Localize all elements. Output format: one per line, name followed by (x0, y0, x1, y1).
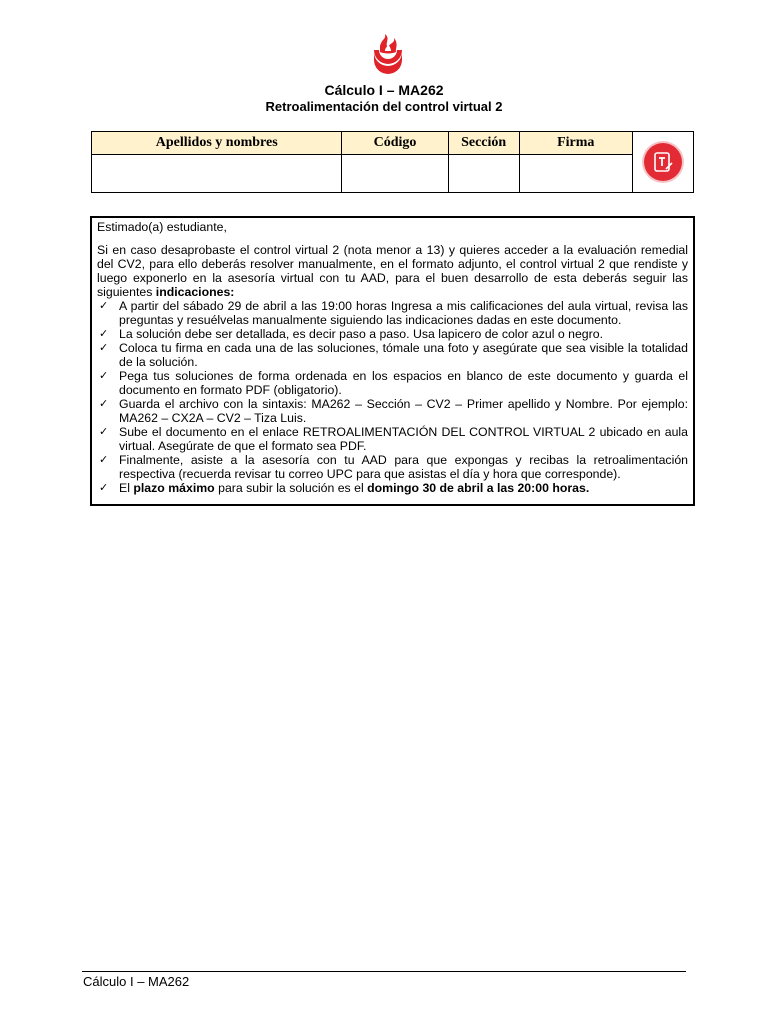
list-item: ✓ Sube el documento en el enlace RETROALIMENTACIÓN DEL CONTROL VIRTUAL 2 ubicado en aula virtual. Asegúrate de que el formato sea PDF. (99, 425, 688, 453)
header-seccion: Sección (448, 132, 519, 155)
intro-text: Si en caso desaprobaste el control virtual 2 (nota menor a 13) y quieres acceder a la evaluación remedial del CV2, para ello deberás resolver manualmente, en el formato adjunto, el control virtual 2 que rendiste y luego exponerlo en la asesoría virtual con tu AAD, para el buen desarrollo de esta deberás seguir las siguientes (97, 243, 688, 299)
check-icon: ✓ (99, 300, 109, 312)
instructions-list (97, 299, 688, 495)
student-info-table (91, 131, 694, 193)
check-icon: ✓ (99, 482, 109, 494)
instructions-box (90, 216, 695, 506)
list-item: ✓ Pega tus soluciones de forma ordenada en los espacios en blanco de este documento y guarda el documento en formato PDF (obligatorio). (99, 369, 688, 397)
list-item-deadline: ✓ El plazo máximo para subir la solución es el domingo 30 de abril a las 20:00 horas. (99, 481, 590, 495)
codigo-field[interactable] (342, 155, 448, 193)
intro-bold: indicaciones: (155, 285, 235, 299)
check-icon: ✓ (99, 370, 109, 382)
icon-cell (632, 132, 693, 193)
document-subtitle: Retroalimentación del control virtual 2 (265, 99, 503, 114)
list-item: ✓ A partir del sábado 29 de abril a las 19:00 horas Ingresa a mis calificaciones del aula virtual, revisa las preguntas y resuélvelas manualmente siguiendo las indicaciones dadas en este documento. (99, 299, 688, 327)
header-codigo: Código (342, 132, 448, 155)
intro-paragraph (97, 243, 688, 299)
check-icon: ✓ (99, 398, 109, 410)
list-item: ✓ Guarda el archivo con la sintaxis: MA262 – Sección – CV2 – Primer apellido y Nombre. Por ejemplo: MA262 – CX2A – CV2 – Tiza Luis. (99, 397, 688, 425)
header-apellidos: Apellidos y nombres (92, 132, 342, 155)
list-item: ✓ Coloca tu firma en cada una de las soluciones, tómale una foto y asegúrate que sea visible la totalidad de la solución. (99, 341, 688, 369)
check-icon: ✓ (99, 328, 109, 340)
greeting: Estimado(a) estudiante, (97, 220, 227, 234)
apellidos-field[interactable] (92, 155, 342, 193)
firma-field[interactable] (519, 155, 632, 193)
exam-tablet-icon (644, 143, 682, 181)
seccion-field[interactable] (448, 155, 519, 193)
footer-text: Cálculo I – MA262 (83, 974, 190, 989)
check-icon: ✓ (99, 426, 109, 438)
check-icon: ✓ (99, 454, 109, 466)
header-firma: Firma (519, 132, 632, 155)
list-item: ✓ Finalmente, asiste a la asesoría con tu AAD para que expongas y recibas la retroalimentación respectiva (recuerda revisar tu correo UPC para que asistas el día y hora que corresponde). (99, 453, 688, 481)
check-icon: ✓ (99, 342, 109, 354)
list-item: ✓ La solución debe ser detallada, es decir paso a paso. Usa lapicero de color azul o negro. (99, 327, 603, 341)
document-title: Cálculo I – MA262 (324, 82, 444, 98)
upc-logo-icon (364, 32, 412, 80)
footer-rule (82, 971, 686, 972)
